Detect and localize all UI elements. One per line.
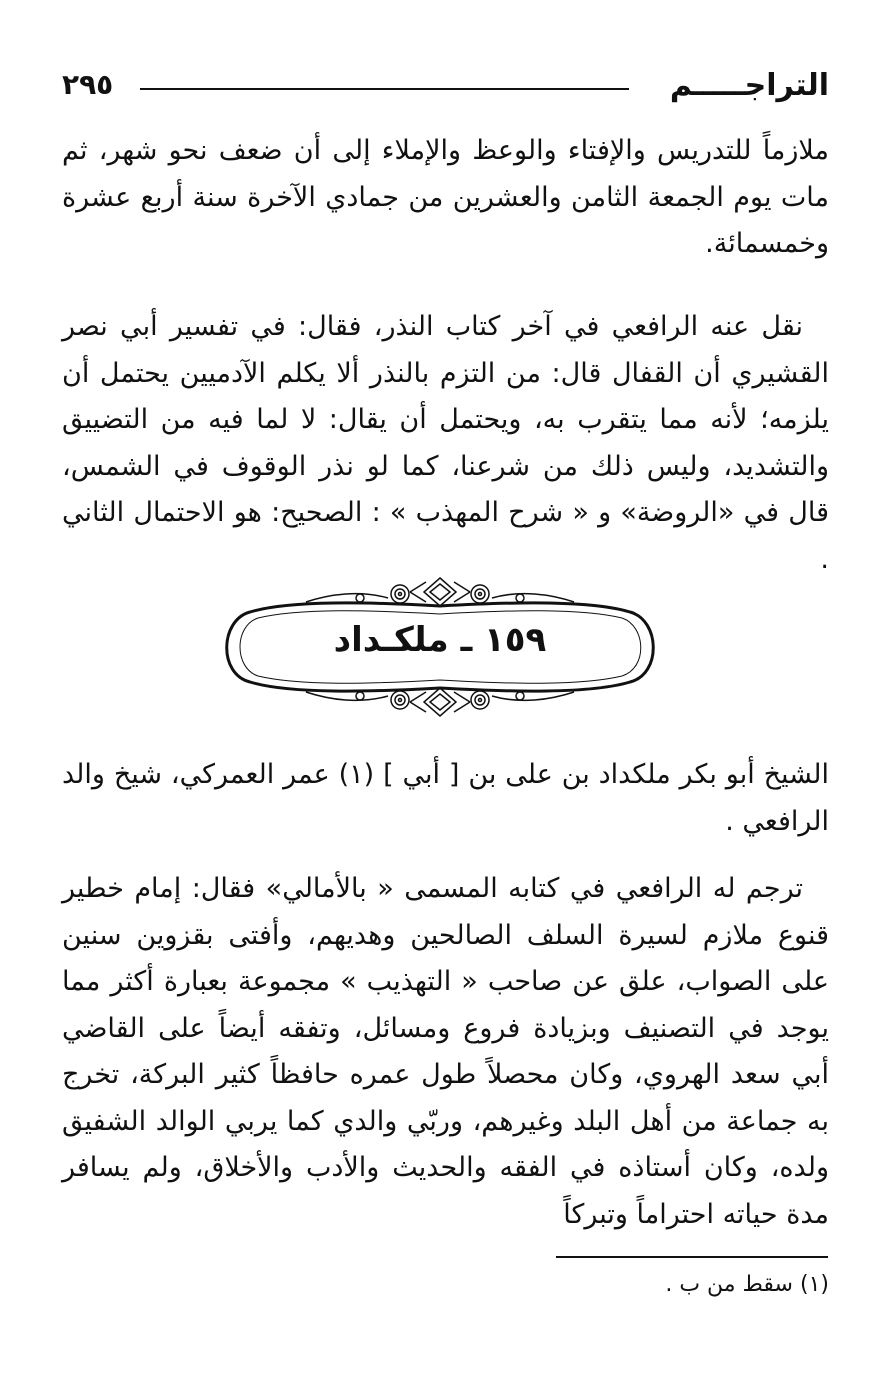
footnote: (١) سقط من ب . (665, 1272, 829, 1297)
page-header (62, 58, 829, 118)
paragraph-text: نقل عنه الرافعي في آخر كتاب النذر، فقال: في تفسير أبي نصر القشيري أن القفال قال: من التزم بالنذر ألا يكلم الآدميين يحتمل أن يلزمه؛ لأنه مما يتقرب به، ويحتمل أن يقال: لا لما فيه من التضييق والتشديد، وليس ذلك من شرعنا، كما لو نذر الوقوف في الشمس، قال في «الروضة» و « شرح المهذب » : الصحيح: هو الاحتمال الثاني . (62, 311, 829, 575)
entry-heading: ١٥٩ ـ ملكـداد (333, 620, 547, 660)
paragraph-text: الشيخ أبو بكر ملكداد بن على بن [ أبي ] (١) عمر العمركي، شيخ والد الرافعي . (62, 759, 829, 837)
paragraph-3 (62, 752, 829, 845)
paragraph-2 (62, 304, 829, 583)
entry-heading-ornament (210, 572, 670, 722)
header-rule (140, 88, 629, 90)
paragraph-text: ملازماً للتدريس والإفتاء والوعظ والإملاء إلى أن ضعف نحو شهر، ثم مات يوم الجمعة الثامن والعشرين من جمادي الآخرة سنة أربع عشرة وخمسمائة. (62, 135, 829, 259)
page-number: ٢٩٥ (62, 68, 114, 101)
footnote-rule (556, 1256, 828, 1258)
paragraph-text: ترجم له الرافعي في كتابه المسمى « بالأمالي» فقال: إمام خطير قنوع ملازم لسيرة السلف الصالحين وهديهم، وأفتى بقزوين سنين على الصواب، علق عن صاحب « التهذيب » مجموعة بعبارة أكثر مما يوجد في التصنيف وبزيادة فروع ومسائل، وتفقه أيضاً على القاضي أبي سعد الهروي، وكان محصلاً طول عمره حافظاً كثير البركة، تخرج به جماعة من أهل البلد وغيرهم، وربّي والدي كما يربي الوالد الشفيق ولده، وكان أستاذه في الفقه والحديث والأدب والأخلاق، ولم يسافر مدة حياته احتراماً وتبركاً (62, 873, 829, 1230)
paragraph-1 (62, 128, 829, 268)
running-title: التراجـــــم (669, 68, 829, 103)
paragraph-4 (62, 866, 829, 1238)
